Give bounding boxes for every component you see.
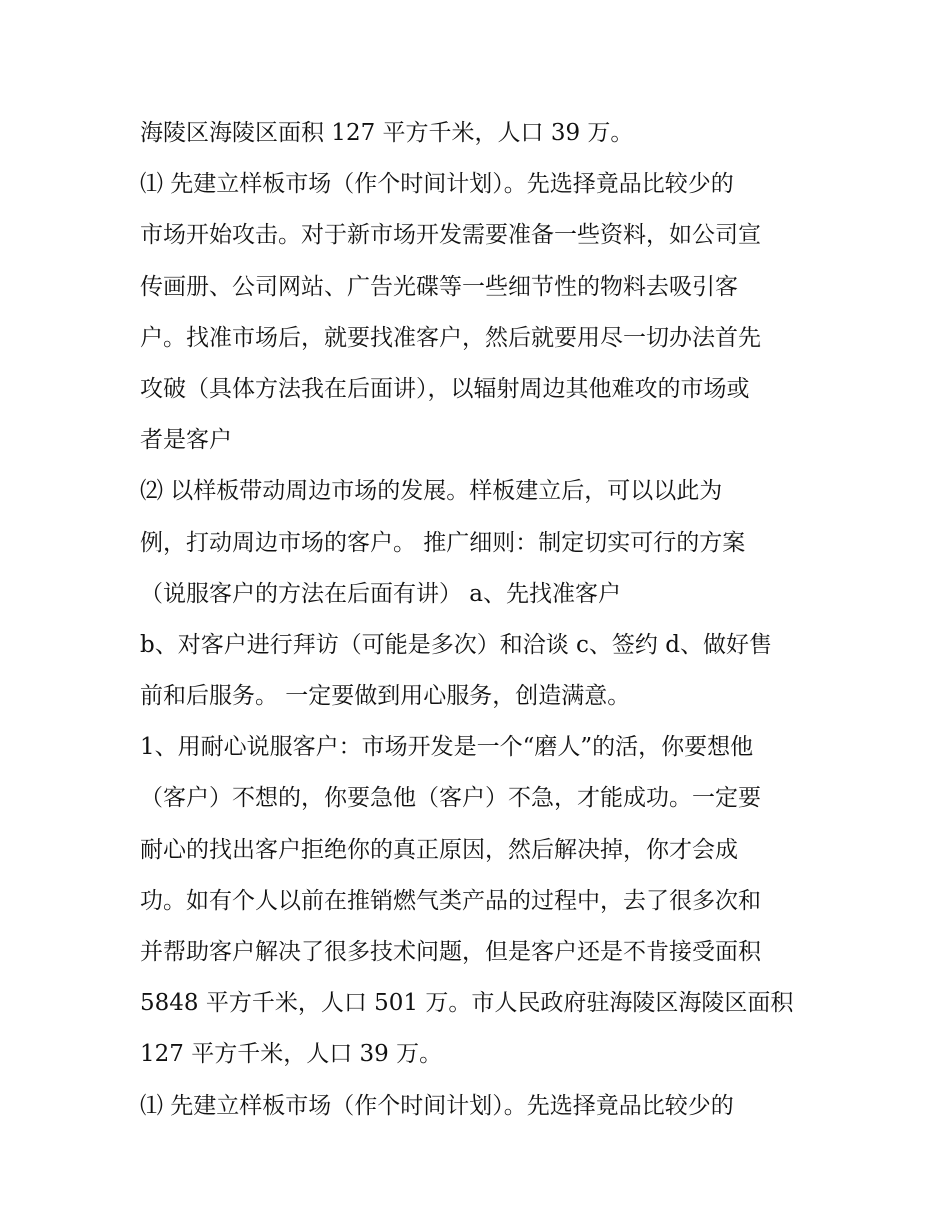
text-line: 功。如有个人以前在推销燃气类产品的过程中，去了很多次和 bbox=[140, 887, 761, 914]
text-line: 传画册、公司网站、广告光碟等一些细节性的物料去吸引客 bbox=[140, 273, 738, 300]
text-line: 5848 平方千米，人口 501 万。市人民政府驻海陵区海陵区面积 bbox=[140, 990, 794, 1017]
text-line: ⑵ 以样板带动周边市场的发展。样板建立后，可以以此为 bbox=[140, 478, 723, 505]
text-line: （客户）不想的，你要急他（客户）不急，才能成功。一定要 bbox=[140, 785, 761, 812]
text-line: 户。找准市场后，就要找准客户，然后就要用尽一切办法首先 bbox=[140, 324, 761, 351]
text-line: 者是客户 bbox=[140, 427, 232, 454]
document-body bbox=[140, 108, 820, 1132]
text-line: b、对客户进行拜访（可能是多次）和洽谈 c、签约 d、做好售 bbox=[140, 631, 772, 658]
text-line: 海陵区海陵区面积 127 平方千米，人口 39 万。 bbox=[140, 120, 634, 146]
text-line: 并帮助客户解决了很多技术问题，但是客户还是不肯接受面积 bbox=[140, 939, 761, 965]
text-line: 1、用耐心说服客户：市场开发是一个“磨人”的活，你要想他 bbox=[140, 734, 754, 761]
text-line: ⑴ 先建立样板市场（作个时间计划）。先选择竟品比较少的 bbox=[140, 171, 734, 198]
text-line: 攻破（具体方法我在后面讲），以辐射周边其他难攻的市场或 bbox=[140, 375, 750, 402]
text-line: 市场开始攻击。对于新市场开发需要准备一些资料，如公司宣 bbox=[140, 222, 761, 249]
text-line: （说服客户的方法在后面有讲） a、先找准客户 bbox=[140, 580, 622, 607]
text-line: 例，打动周边市场的客户。 推广细则：制定切实可行的方案 bbox=[140, 529, 746, 556]
text-line: 前和后服务。 一定要做到用心服务，创造满意。 bbox=[140, 683, 631, 710]
text-line: 耐心的找出客户拒绝你的真正原因，然后解决掉，你才会成 bbox=[140, 836, 738, 863]
text-line: 127 平方千米，人口 39 万。 bbox=[140, 1041, 443, 1068]
text-line: ⑴ 先建立样板市场（作个时间计划）。先选择竟品比较少的 bbox=[140, 1092, 734, 1119]
